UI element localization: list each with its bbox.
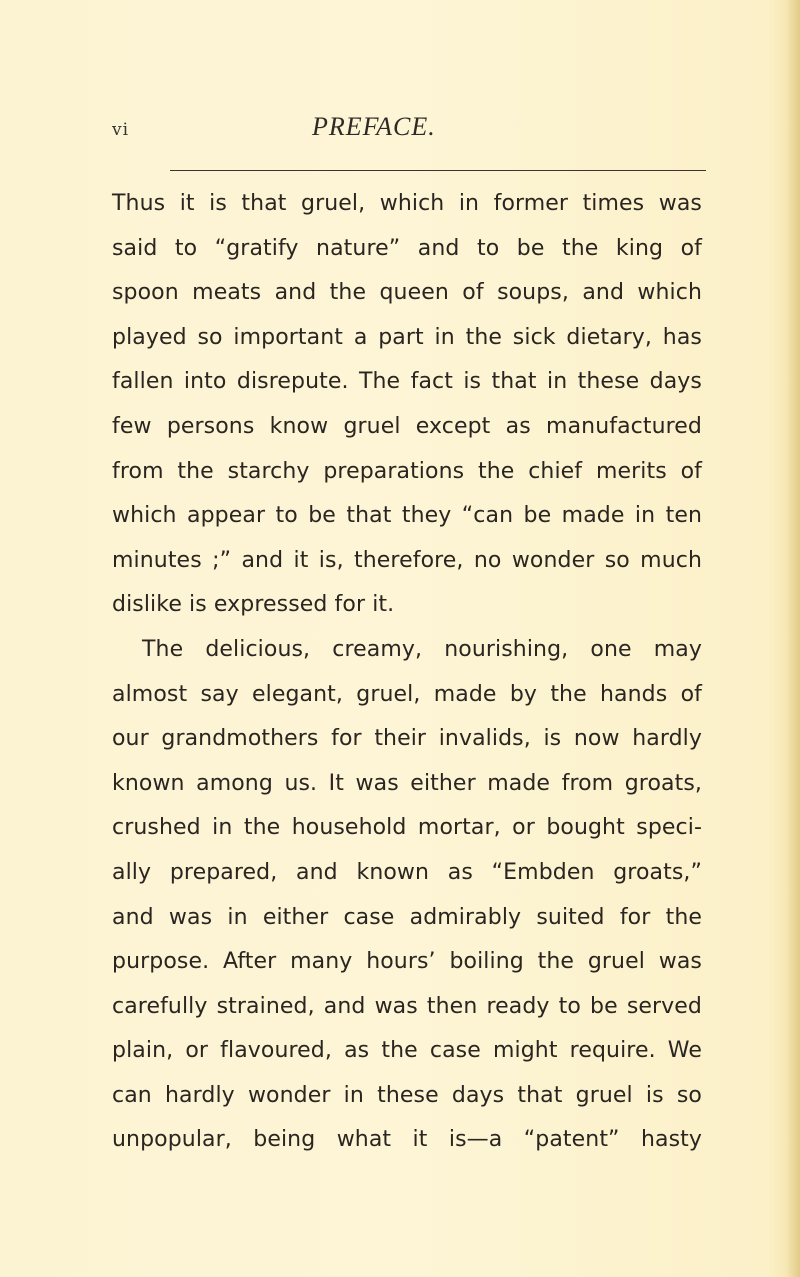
text-line: spoon meats and the queen of soups, and which	[112, 280, 702, 306]
text-line: ally prepared, and known as “Embden groats,”	[112, 859, 702, 885]
text-line: dislike is expressed for it.	[112, 592, 395, 618]
text-line: played so important a part in the sick dietary, has	[112, 324, 702, 350]
text-line: The delicious, creamy, nourishing, one may	[142, 636, 702, 662]
running-head	[112, 112, 712, 152]
running-title: PREFACE.	[312, 112, 436, 141]
text-line: few persons know gruel except as manufactured	[112, 413, 702, 439]
paragraph-1	[112, 182, 702, 628]
text-line: unpopular, being what it is—a “patent” hasty	[112, 1127, 702, 1153]
page-number: vi	[112, 120, 130, 140]
text-line: crushed in the household mortar, or bought speci-	[112, 815, 702, 841]
text-line: almost say elegant, gruel, made by the hands of	[112, 681, 702, 707]
text-line: Thus it is that gruel, which in former times was	[112, 191, 702, 216]
text-line: purpose. After many hours’ boiling the gruel was	[112, 949, 702, 975]
header-rule	[170, 170, 706, 171]
text-line: said to “gratify nature” and to be the king of	[112, 235, 702, 261]
text-line: can hardly wonder in these days that gruel is so	[112, 1082, 702, 1108]
text-line: and was in either case admirably suited for the	[112, 904, 702, 930]
text-line: fallen into disrepute. The fact is that in these days	[112, 369, 702, 395]
paragraph-2	[112, 628, 702, 1163]
page-edge-shadow	[786, 0, 800, 1277]
text-line: minutes ;” and it is, therefore, no wonder so much	[112, 547, 702, 573]
text-line: known among us. It was either made from groats,	[112, 770, 702, 796]
text-line: our grandmothers for their invalids, is now hardly	[112, 726, 702, 752]
text-line: which appear to be that they “can be made in ten	[112, 503, 702, 529]
text-line: from the starchy preparations the chief merits of	[112, 458, 702, 484]
text-line: plain, or flavoured, as the case might require. We	[112, 1038, 702, 1064]
text-line: carefully strained, and was then ready to be served	[112, 993, 702, 1019]
body-text	[112, 182, 702, 1163]
